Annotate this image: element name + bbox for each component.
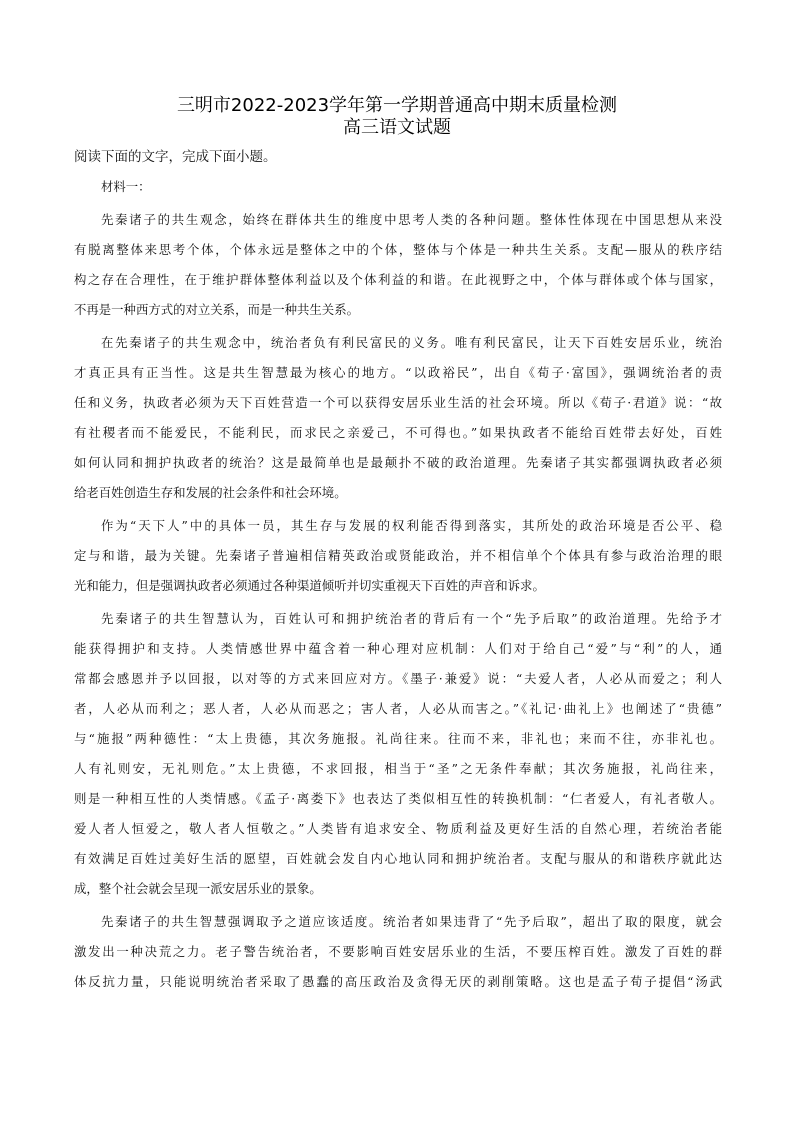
- text-line: 有社稷者而不能爱民，不能利民，而求民之亲爱己，不可得也。”如果执政者不能给百姓带去好处，百姓: [74, 425, 722, 440]
- text-line: 才真正具有正当性。这是共生智慧最为核心的地方。“以政裕民”，出自《荀子·富国》，强调统治者的责: [74, 365, 722, 380]
- text-line: 给老百姓创造生存和发展的社会条件和社会环境。: [74, 485, 347, 500]
- text-line: 则是一种相互性的人类情感。《孟子·离娄下》也表达了类似相互性的转换机制：“仁者爱人，有礼者敬人。: [74, 791, 722, 806]
- text-line: 体反抗力量，只能说明统治者采取了愚蠢的高压政治及贪得无厌的剥削策略。这也是孟子荀子提倡“汤武: [74, 974, 722, 989]
- text-line: 光和能力，但是强调执政者必须通过各种渠道倾听并切实重视天下百姓的声音和诉求。: [74, 578, 545, 593]
- text-line: 有脱离整体来思考个体，个体永远是整体之中的个体，整体与个体是一种共生关系。支配—服从的秩序结: [74, 242, 722, 257]
- document-subtitle: 高三语文试题: [343, 117, 451, 138]
- text-line: 爱人者人恒爱之，敬人者人恒敬之。”人类皆有追求安全、物质利益及更好生活的自然心理，若统治者能: [74, 821, 722, 836]
- text-line: 不再是一种西方式的对立关系，而是一种共生关系。: [74, 302, 359, 317]
- text-line: 与“施报”两种德性：“太上贵德，其次务施报。礼尚往来。往而不来，非礼也；来而不往，亦非礼也。: [74, 731, 722, 746]
- document-title: 三明市2022-2023学年第一学期普通高中期末质量检测: [176, 95, 618, 116]
- text-line: 先秦诸子的共生智慧认为，百姓认可和拥护统治者的背后有一个“先予后取”的政治道理。先给予才: [101, 611, 722, 626]
- text-line: 人有礼则安，无礼则危。”太上贵德，不求回报，相当于“圣”之无条件奉献；其次务施报，礼尚往来，: [74, 761, 722, 776]
- text-line: 如何认同和拥护执政者的统治？这是最简单也是最颠扑不破的政治道理。先秦诸子其实都强调执政者必须: [74, 455, 722, 470]
- text-line: 构之存在合理性，在于维护群体整体利益以及个体利益的和谐。在此视野之中，个体与群体或个体与国家，: [74, 272, 722, 287]
- reading-instruction: 阅读下面的文字，完成下面小题。: [74, 149, 277, 165]
- material-label: 材料一：: [101, 179, 151, 194]
- text-line: 者，人必从而利之；恶人者，人必从而恶之；害人者，人必从而害之。”《礼记·曲礼上》也阐述了“贵德”: [74, 701, 722, 716]
- text-line: 作为“天下人”中的具体一员，其生存与发展的权利能否得到落实，其所处的政治环境是否公平、稳: [101, 518, 722, 533]
- text-line: 成，整个社会就会呈现一派安居乐业的景象。: [74, 881, 322, 896]
- text-line: 先秦诸子的共生观念，始终在群体共生的维度中思考人类的各种问题。整体性体现在中国思想从来没: [101, 212, 722, 227]
- text-line: 任和义务，执政者必须为天下百姓营造一个可以获得安居乐业生活的社会环境。所以《荀子·君道》说：“故: [74, 395, 722, 410]
- text-line: 能获得拥护和支持。人类情感世界中蕴含着一种心理对应机制：人们对于给自己“爱”与“利”的人，通: [74, 641, 722, 656]
- text-line: 在先秦诸子的共生观念中，统治者负有利民富民的义务。唯有利民富民，让天下百姓安居乐业，统治: [101, 335, 722, 350]
- text-line: 先秦诸子的共生智慧强调取予之道应该适度。统治者如果违背了“先予后取”，超出了取的限度，就会: [101, 914, 722, 929]
- text-line: 常都会感恩并予以回报，以对等的方式来回应对方。《墨子·兼爱》说：“夫爱人者，人必从而爱之；利人: [74, 671, 722, 686]
- text-line: 有效满足百姓过美好生活的愿望，百姓就会发自内心地认同和拥护统治者。支配与服从的和谐秩序就此达: [74, 851, 722, 866]
- text-line: 定与和谐，最为关键。先秦诸子普遍相信精英政治或贤能政治，并不相信单个个体具有参与政治治理的眼: [74, 548, 722, 563]
- text-line: 激发出一种决荒之力。老子警告统治者，不要影响百姓安居乐业的生活，不要压榨百姓。激发了百姓的群: [74, 944, 722, 959]
